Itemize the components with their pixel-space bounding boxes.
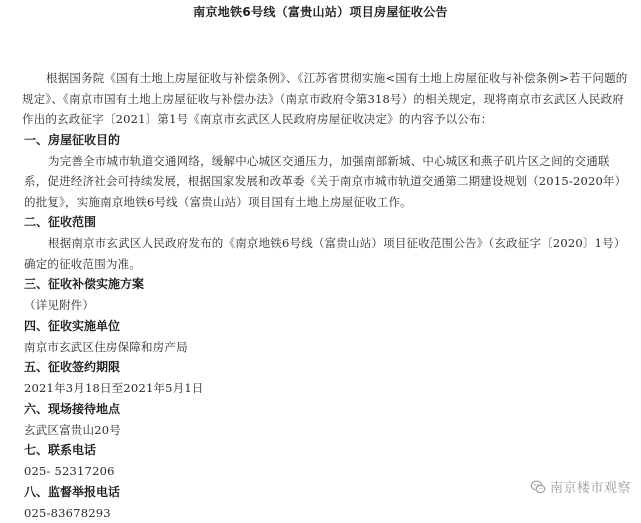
section-text: 025- 52317206 (22, 461, 632, 482)
section-signing-period (22, 357, 632, 399)
document-body (22, 68, 632, 523)
section-heading: 三、征收补偿实施方案 (22, 274, 632, 295)
document-title: 南京地铁6号线（富贵山站）项目房屋征收公告 (0, 3, 641, 20)
section-heading: 八、监督举报电话 (22, 482, 632, 503)
section-purpose (22, 130, 632, 213)
section-text: 南京市玄武区住房保障和房产局 (22, 337, 632, 358)
section-text: 玄武区富贵山20号 (22, 420, 632, 441)
section-heading: 一、房屋征收目的 (22, 130, 632, 151)
section-text: 根据南京市玄武区人民政府发布的《南京地铁6号线（富贵山站）项目征收范围公告》（玄政征字〔2020〕1号）确定的征收范围为准。 (22, 233, 632, 274)
intro-paragraph: 根据国务院《国有土地上房屋征收与补偿条例》、《江苏省贯彻实施<国有土地上房屋征收与补偿条例>若干问题的规定》、《南京市国有土地上房屋征收与补偿办法》（南京市政府令第318号）的相关规定，现将南京市玄武区人民政府作出的玄政征字〔2021〕第1号《南京市玄武区人民政府房屋征收决定》的内容予以公布： (22, 68, 632, 130)
section-contact-phone (22, 440, 632, 482)
watermark-text: 南京楼市观察 (550, 477, 631, 496)
section-heading: 六、现场接待地点 (22, 399, 632, 420)
wechat-icon (530, 479, 546, 495)
section-text: 为完善全市城市轨道交通网络，缓解中心城区交通压力，加强南部新城、中心城区和燕子矶片区之间的交通联系，促进经济社会可持续发展，根据国家发展和改革委《关于南京市城市轨道交通第二期建设规划（2015-2020年）的批复》，实施南京地铁6号线（富贵山站）项目国有土地上房屋征收工作。 (22, 151, 632, 213)
section-compensation-plan (22, 274, 632, 316)
section-heading: 七、联系电话 (22, 440, 632, 461)
section-heading: 二、征收范围 (22, 212, 632, 233)
section-implementing-unit (22, 316, 632, 358)
section-text: （详见附件） (22, 295, 632, 316)
watermark (530, 477, 631, 496)
section-scope (22, 212, 632, 274)
section-reception-location (22, 399, 632, 441)
section-heading: 五、征收签约期限 (22, 357, 632, 378)
section-text: 2021年3月18日至2021年5月1日 (22, 378, 632, 399)
section-heading: 四、征收实施单位 (22, 316, 632, 337)
section-text: 025-83678293 (22, 503, 632, 523)
